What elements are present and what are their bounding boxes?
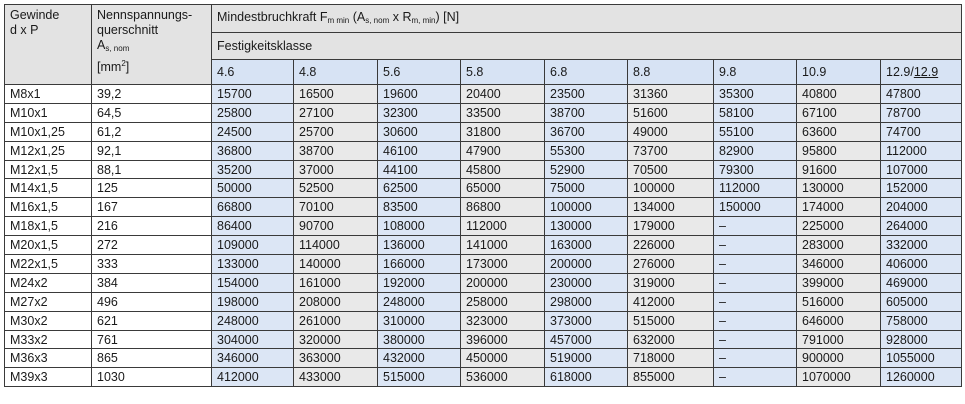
breaking-force-cell: 108000 [378, 217, 461, 236]
breaking-force-cell: 161000 [294, 273, 378, 292]
thread-cell: M18x1,5 [5, 217, 92, 236]
breaking-force-cell: 33500 [461, 103, 545, 122]
breaking-force-cell: 412000 [628, 292, 714, 311]
breaking-force-cell: 47800 [881, 85, 962, 104]
thread-cell: M36x3 [5, 349, 92, 368]
breaking-force-cell: 40800 [797, 85, 881, 104]
breaking-force-cell: 515000 [628, 311, 714, 330]
breaking-force-cell: 248000 [378, 292, 461, 311]
breaking-force-cell: 332000 [881, 236, 962, 255]
breaking-force-cell: 27100 [294, 103, 378, 122]
strength-class-header: 10.9 [797, 60, 881, 85]
breaking-force-header: Mindestbruchkraft $F_{m min}$ ($A_{s, nom}$ x $R_{m, min}$) [N] [212, 5, 962, 33]
area-cell: 761 [92, 330, 212, 349]
area-cell: 61,2 [92, 122, 212, 141]
breaking-force-cell: 363000 [294, 349, 378, 368]
breaking-force-cell: 45800 [461, 160, 545, 179]
breaking-force-cell: 38700 [294, 141, 378, 160]
breaking-force-cell: 55100 [714, 122, 797, 141]
thread-cell: M12x1,5 [5, 160, 92, 179]
breaking-force-cell: 36800 [212, 141, 294, 160]
breaking-force-cell: 112000 [714, 179, 797, 198]
breaking-force-cell: 150000 [714, 198, 797, 217]
breaking-force-cell: 100000 [545, 198, 628, 217]
thread-cell: M16x1,5 [5, 198, 92, 217]
breaking-force-cell: 136000 [378, 236, 461, 255]
breaking-force-cell: 83500 [378, 198, 461, 217]
breaking-force-cell: 91600 [797, 160, 881, 179]
thread-cell: M27x2 [5, 292, 92, 311]
breaking-force-cell: – [714, 349, 797, 368]
breaking-force-cell: 1260000 [881, 368, 962, 387]
area-header-unit: $[mm^2]$ [97, 59, 130, 74]
thread-cell: M20x1,5 [5, 236, 92, 255]
strength-class-header: 6.8 [545, 60, 628, 85]
breaking-force-cell: 16500 [294, 85, 378, 104]
breaking-force-cell: 58100 [714, 103, 797, 122]
breaking-force-cell: – [714, 292, 797, 311]
breaking-force-table [4, 4, 962, 387]
breaking-force-cell: 25800 [212, 103, 294, 122]
area-cell: 216 [92, 217, 212, 236]
breaking-force-cell: 141000 [461, 236, 545, 255]
breaking-force-cell: 1070000 [797, 368, 881, 387]
thread-cell: M10x1 [5, 103, 92, 122]
breaking-force-cell: 63600 [797, 122, 881, 141]
strength-class-header: 5.8 [461, 60, 545, 85]
breaking-force-cell: 632000 [628, 330, 714, 349]
breaking-force-cell: 163000 [545, 236, 628, 255]
breaking-force-cell: 50000 [212, 179, 294, 198]
breaking-force-cell: 114000 [294, 236, 378, 255]
breaking-force-cell: 433000 [294, 368, 378, 387]
breaking-force-cell: 519000 [545, 349, 628, 368]
breaking-force-cell: 304000 [212, 330, 294, 349]
area-cell: 64,5 [92, 103, 212, 122]
breaking-force-cell: 323000 [461, 311, 545, 330]
breaking-force-cell: 38700 [545, 103, 628, 122]
thread-header-line2: d x P [10, 23, 39, 37]
strength-class-header: 8.8 [628, 60, 714, 85]
table-row [5, 179, 962, 198]
breaking-force-cell: 791000 [797, 330, 881, 349]
breaking-force-cell: 396000 [461, 330, 545, 349]
thread-header-line1: Gewinde [10, 8, 60, 22]
breaking-force-cell: 406000 [881, 255, 962, 274]
area-cell: 621 [92, 311, 212, 330]
breaking-force-cell: 399000 [797, 273, 881, 292]
breaking-force-cell: 32300 [378, 103, 461, 122]
breaking-force-cell: 130000 [545, 217, 628, 236]
breaking-force-cell: 52500 [294, 179, 378, 198]
area-cell: 167 [92, 198, 212, 217]
breaking-force-cell: 31360 [628, 85, 714, 104]
breaking-force-cell: 1055000 [881, 349, 962, 368]
thread-cell: M22x1,5 [5, 255, 92, 274]
breaking-force-cell: 320000 [294, 330, 378, 349]
breaking-force-cell: 855000 [628, 368, 714, 387]
breaking-force-cell: 928000 [881, 330, 962, 349]
breaking-force-cell: 198000 [212, 292, 294, 311]
table-row [5, 273, 962, 292]
breaking-force-cell: 380000 [378, 330, 461, 349]
breaking-force-cell: 258000 [461, 292, 545, 311]
breaking-force-cell: 208000 [294, 292, 378, 311]
breaking-force-cell: 67100 [797, 103, 881, 122]
thread-cell: M10x1,25 [5, 122, 92, 141]
strength-class-header: 12.9/12.9 [881, 60, 962, 85]
breaking-force-cell: 457000 [545, 330, 628, 349]
table-row [5, 198, 962, 217]
breaking-force-cell: 78700 [881, 103, 962, 122]
table-row [5, 122, 962, 141]
breaking-force-cell: 70100 [294, 198, 378, 217]
breaking-force-cell: 248000 [212, 311, 294, 330]
breaking-force-cell: 346000 [797, 255, 881, 274]
breaking-force-cell: 469000 [881, 273, 962, 292]
breaking-force-cell: 536000 [461, 368, 545, 387]
breaking-force-cell: 515000 [378, 368, 461, 387]
area-cell: 496 [92, 292, 212, 311]
breaking-force-cell: 179000 [628, 217, 714, 236]
table-row [5, 349, 962, 368]
table-row [5, 255, 962, 274]
area-cell: 125 [92, 179, 212, 198]
breaking-force-cell: 109000 [212, 236, 294, 255]
thread-cell: M33x2 [5, 330, 92, 349]
breaking-force-cell: 107000 [881, 160, 962, 179]
area-cell: 333 [92, 255, 212, 274]
breaking-force-cell: 15700 [212, 85, 294, 104]
breaking-force-cell: 49000 [628, 122, 714, 141]
thread-cell: M8x1 [5, 85, 92, 104]
breaking-force-cell: 154000 [212, 273, 294, 292]
area-cell: 88,1 [92, 160, 212, 179]
breaking-force-cell: 900000 [797, 349, 881, 368]
breaking-force-cell: 226000 [628, 236, 714, 255]
breaking-force-cell: 346000 [212, 349, 294, 368]
breaking-force-cell: 618000 [545, 368, 628, 387]
thread-cell: M14x1,5 [5, 179, 92, 198]
breaking-force-cell: 166000 [378, 255, 461, 274]
strength-class-header: 9.8 [714, 60, 797, 85]
breaking-force-cell: 130000 [797, 179, 881, 198]
breaking-force-cell: 36700 [545, 122, 628, 141]
breaking-force-cell: 37000 [294, 160, 378, 179]
breaking-force-cell: 74700 [881, 122, 962, 141]
breaking-force-cell: 298000 [545, 292, 628, 311]
breaking-force-cell: 30600 [378, 122, 461, 141]
area-header-line1: Nennspannungs- [97, 8, 193, 22]
breaking-force-cell: 25700 [294, 122, 378, 141]
breaking-force-cell: 450000 [461, 349, 545, 368]
strength-class-label: Festigkeitsklasse [212, 33, 962, 60]
breaking-force-cell: 66800 [212, 198, 294, 217]
breaking-force-cell: 230000 [545, 273, 628, 292]
breaking-force-cell: 276000 [628, 255, 714, 274]
table-row [5, 217, 962, 236]
table-row [5, 292, 962, 311]
breaking-force-cell: 283000 [797, 236, 881, 255]
breaking-force-cell: 65000 [461, 179, 545, 198]
breaking-force-cell: 82900 [714, 141, 797, 160]
breaking-force-cell: 19600 [378, 85, 461, 104]
breaking-force-cell: 31800 [461, 122, 545, 141]
thread-cell: M24x2 [5, 273, 92, 292]
breaking-force-cell: 55300 [545, 141, 628, 160]
breaking-force-cell: 46100 [378, 141, 461, 160]
table-row [5, 85, 962, 104]
breaking-force-cell: 173000 [461, 255, 545, 274]
area-cell: 272 [92, 236, 212, 255]
breaking-force-cell: 200000 [545, 255, 628, 274]
breaking-force-cell: 100000 [628, 179, 714, 198]
breaking-force-cell: 44100 [378, 160, 461, 179]
breaking-force-cell: 86400 [212, 217, 294, 236]
area-cell: 39,2 [92, 85, 212, 104]
breaking-force-cell: – [714, 273, 797, 292]
area-cell: 865 [92, 349, 212, 368]
strength-class-header: 5.6 [378, 60, 461, 85]
breaking-force-cell: 73700 [628, 141, 714, 160]
breaking-force-cell: – [714, 330, 797, 349]
strength-class-header: 4.8 [294, 60, 378, 85]
table-row [5, 103, 962, 122]
table-row [5, 141, 962, 160]
breaking-force-cell: – [714, 368, 797, 387]
thread-cell: M12x1,25 [5, 141, 92, 160]
breaking-force-cell: 605000 [881, 292, 962, 311]
area-header-symbol: $A_{s, nom}$ [97, 38, 130, 53]
breaking-force-cell: 47900 [461, 141, 545, 160]
table-row [5, 330, 962, 349]
area-cell: 92,1 [92, 141, 212, 160]
table-row [5, 368, 962, 387]
area-cell: 1030 [92, 368, 212, 387]
breaking-force-cell: 86800 [461, 198, 545, 217]
breaking-force-cell: 204000 [881, 198, 962, 217]
breaking-force-cell: 75000 [545, 179, 628, 198]
table-row [5, 236, 962, 255]
breaking-force-cell: 261000 [294, 311, 378, 330]
breaking-force-cell: 174000 [797, 198, 881, 217]
breaking-force-cell: 23500 [545, 85, 628, 104]
breaking-force-cell: 718000 [628, 349, 714, 368]
thread-cell: M39x3 [5, 368, 92, 387]
breaking-force-cell: 90700 [294, 217, 378, 236]
breaking-force-cell: 264000 [881, 217, 962, 236]
breaking-force-cell: 319000 [628, 273, 714, 292]
breaking-force-cell: 152000 [881, 179, 962, 198]
breaking-force-cell: 646000 [797, 311, 881, 330]
area-column-header [92, 5, 212, 85]
breaking-force-cell: 35200 [212, 160, 294, 179]
table-body [5, 85, 962, 387]
breaking-force-cell: 24500 [212, 122, 294, 141]
breaking-force-cell: 112000 [461, 217, 545, 236]
breaking-force-cell: 310000 [378, 311, 461, 330]
breaking-force-cell: 51600 [628, 103, 714, 122]
breaking-force-cell: 70500 [628, 160, 714, 179]
thread-cell: M30x2 [5, 311, 92, 330]
breaking-force-cell: 412000 [212, 368, 294, 387]
breaking-force-cell: 192000 [378, 273, 461, 292]
strength-class-header: 4.6 [212, 60, 294, 85]
breaking-force-cell: – [714, 236, 797, 255]
breaking-force-cell: 20400 [461, 85, 545, 104]
breaking-force-cell: 432000 [378, 349, 461, 368]
breaking-force-cell: – [714, 311, 797, 330]
breaking-force-cell: 373000 [545, 311, 628, 330]
thread-column-header [5, 5, 92, 85]
area-header-line2: querschnitt [97, 23, 159, 37]
breaking-force-cell: 62500 [378, 179, 461, 198]
breaking-force-cell: 133000 [212, 255, 294, 274]
breaking-force-cell: 516000 [797, 292, 881, 311]
breaking-force-cell: 140000 [294, 255, 378, 274]
breaking-force-cell: 225000 [797, 217, 881, 236]
breaking-force-cell: 112000 [881, 141, 962, 160]
breaking-force-cell: 52900 [545, 160, 628, 179]
breaking-force-cell: 79300 [714, 160, 797, 179]
breaking-force-cell: 35300 [714, 85, 797, 104]
table-row [5, 311, 962, 330]
breaking-force-cell: 95800 [797, 141, 881, 160]
breaking-force-cell: – [714, 217, 797, 236]
breaking-force-cell: 200000 [461, 273, 545, 292]
breaking-force-cell: – [714, 255, 797, 274]
breaking-force-cell: 758000 [881, 311, 962, 330]
table-row [5, 160, 962, 179]
area-cell: 384 [92, 273, 212, 292]
breaking-force-cell: 134000 [628, 198, 714, 217]
